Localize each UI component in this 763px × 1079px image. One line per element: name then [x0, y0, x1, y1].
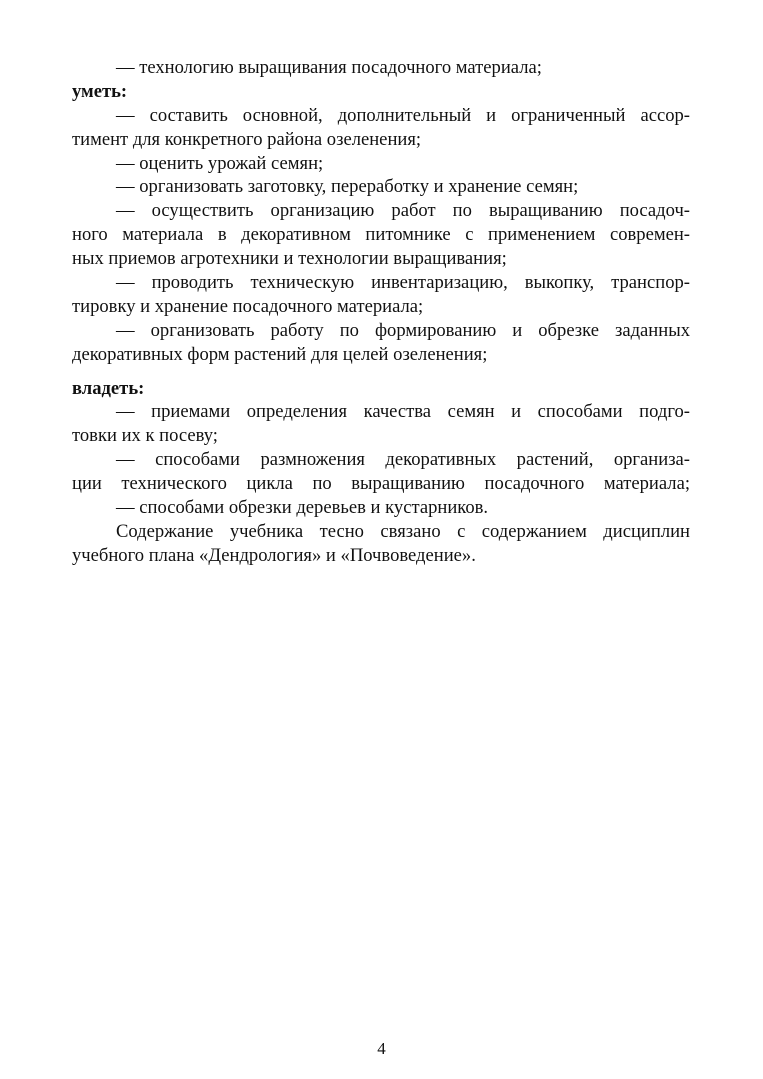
text-line: декоративных форм растений для целей озеленения; — [72, 343, 488, 365]
text-line: — проводить техническую инвентаризацию, выкопку, транспор- — [116, 272, 690, 294]
page-body — [72, 56, 690, 568]
text-line: тировку и хранение посадочного материала; — [72, 295, 424, 317]
text-line: — способами размножения декоративных растений, организа- — [116, 449, 690, 471]
text-line: — организовать работу по формированию и обрезке заданных — [116, 319, 690, 341]
text-line: ных приемов агротехники и технологии выращивания; — [72, 248, 507, 270]
text-line: — осуществить организацию работ по выращиванию посадоч- — [116, 200, 690, 222]
text-line: ного материала в декоративном питомнике с применением современ- — [72, 224, 690, 246]
text-line: тимент для конкретного района озеленения; — [72, 128, 422, 150]
text-line: — технологию выращивания посадочного материала; — [116, 57, 542, 78]
text-line: ции технического цикла по выращиванию посадочного материала; — [72, 473, 690, 495]
text-line: — приемами определения качества семян и способами подго- — [116, 401, 690, 423]
text-line: — способами обрезки деревьев и кустарников. — [116, 497, 489, 519]
section-heading-vladet: владеть: — [72, 377, 145, 399]
text-line: — оценить урожай семян; — [116, 152, 324, 174]
text-line: — организовать заготовку, переработку и хранение семян; — [116, 176, 579, 198]
text-line: Содержание учебника тесно связано с содержанием дисциплин — [116, 520, 690, 542]
text-line: товки их к посеву; — [72, 425, 218, 447]
section-heading-umet: уметь: — [72, 80, 128, 102]
page-number: 4 — [377, 1039, 386, 1058]
text-line: — составить основной, дополнительный и ограниченный ассор- — [116, 104, 690, 126]
text-line: учебного плана «Дендрология» и «Почвоведение». — [72, 544, 476, 566]
